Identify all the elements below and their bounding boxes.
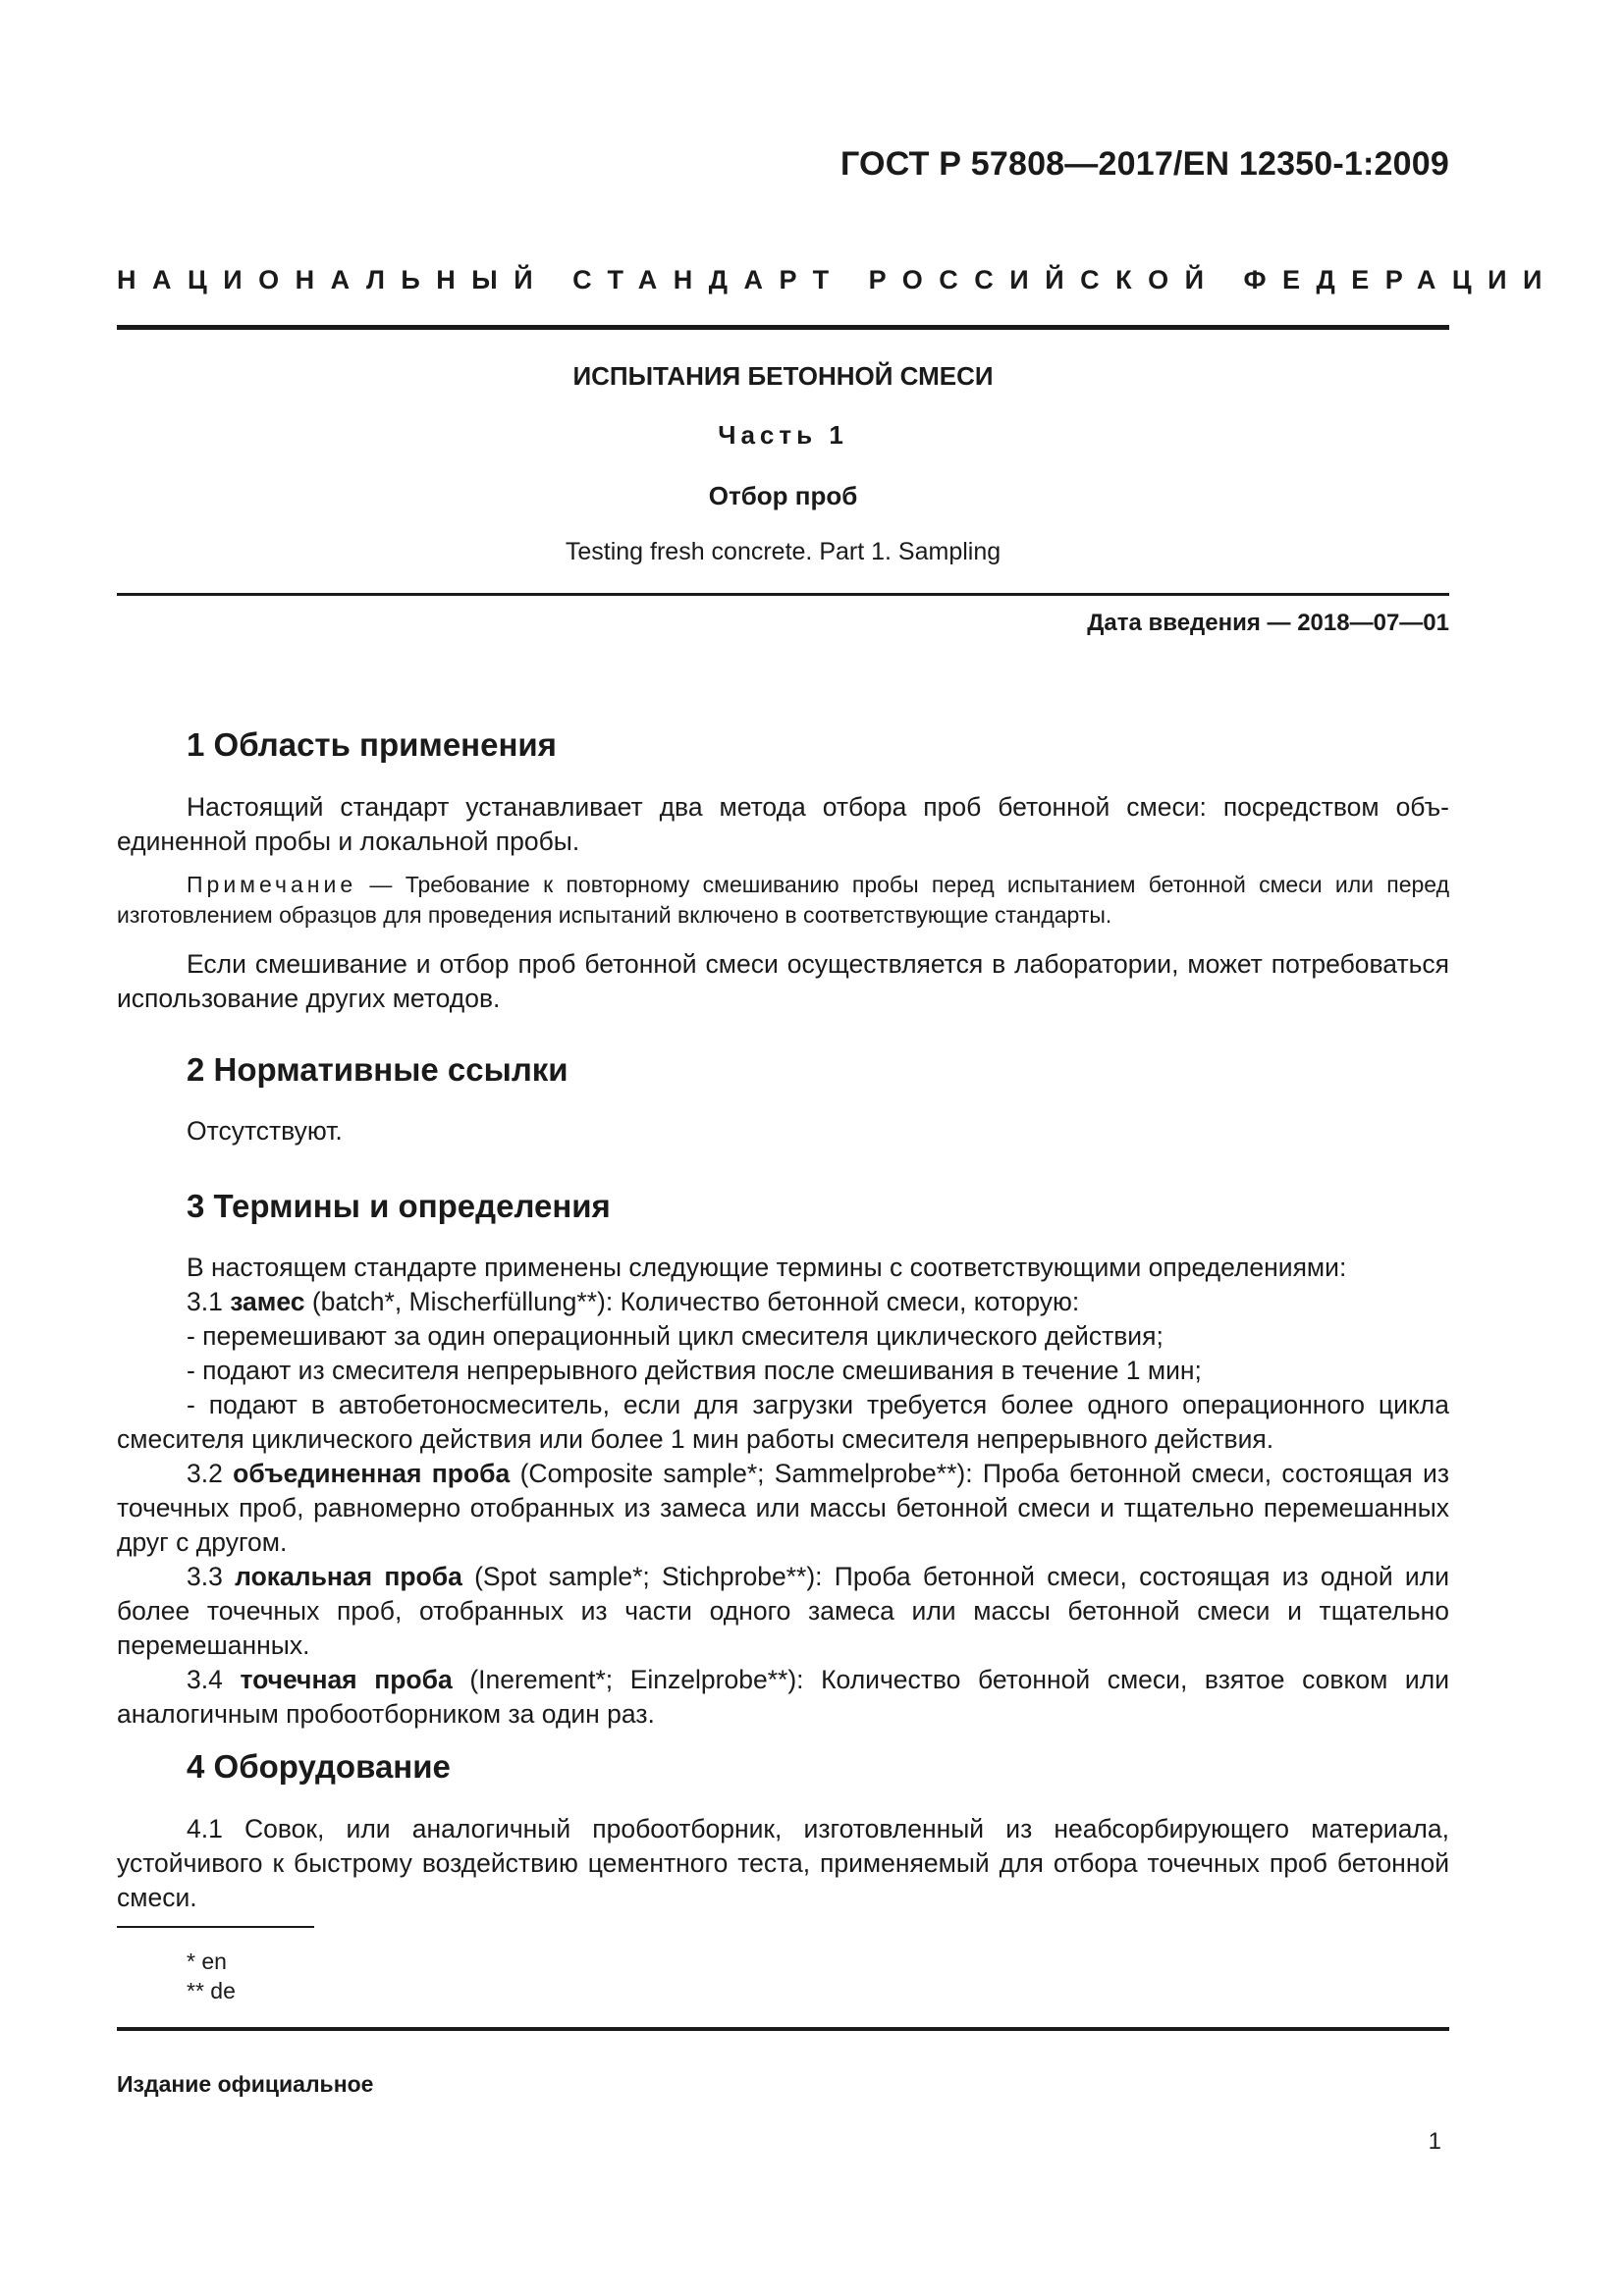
footer-rule bbox=[117, 2027, 1449, 2031]
footnote-rule bbox=[117, 1926, 314, 1928]
footnote-de: ** de bbox=[187, 1978, 236, 2003]
introduction-date: Дата введения — 2018—07—01 bbox=[1087, 610, 1449, 636]
official-edition-label: Издание официальное bbox=[117, 2071, 374, 2097]
section-3-body: В настоящем стандарте применены следующие термины с соответствующими определениями: 3.1 замес (batch*, Mischerfüllung**): Количество бетонной смеси, которую: - перемешивают за один операционный цикл смесителя циклического действия; - подают из смесителя непрерывного действия после смешивания в течение 1 мин; - подают в автобетоносмеситель, если для загрузки требуется более одного операционного цикла смесителя циклического действия или более 1 мин работы смесителя непрерывного действия. 3.2 объединенная проба (Composite sample*; Sammelprobe**): Проба бетонной смеси, состоящая из точечных проб, равномерно отобранных из замеса или массы бетонной смеси и тщательно перемешанных друг с другом. 3.3 локальная проба (Spot sample*; Stichprobe**): Проба бетонной смеси, состоящая из одной или более точечных проб, отобранных из части одного замеса или массы бетонной смеси и тщательно перемешанных. 3.4 точечная проба (Inerement*; Einzelprobe**): Количество бетонной смеси, взятое совком или аналогичным пробоотборником за один раз. bbox=[117, 1253, 1450, 1729]
section-2-heading: 2 Нормативные ссылки bbox=[187, 1051, 568, 1088]
document-subtitle: Отбор проб bbox=[708, 481, 858, 510]
english-title: Testing fresh concrete. Part 1. Sampling bbox=[565, 538, 1001, 565]
section-4-paragraph: 4.1 Совок, или аналогичный пробоотборник, изготовленный из неабсорбирующего материала, устойчивого к быстрому воздействию цементного теста, применяемый для отбора точечных проб бетонной смеси. bbox=[117, 1814, 1449, 1912]
title-rule bbox=[117, 593, 1449, 596]
section-2-paragraph: Отсутствуют. bbox=[187, 1116, 343, 1146]
document-title: ИСПЫТАНИЯ БЕТОННОЙ СМЕСИ bbox=[572, 361, 994, 391]
section-1-note: Примечание — Требование к повторному смешиванию пробы перед испытанием бетонной смеси или перед изготовлением образцов для проведения испытаний включено в соответствующие стандарты. bbox=[117, 872, 1449, 928]
section-4-heading: 4 Оборудование bbox=[187, 1748, 451, 1785]
section-1-heading: 1 Область применения bbox=[187, 726, 557, 763]
standard-code: ГОСТ Р 57808—2017/EN 12350-1:2009 bbox=[840, 145, 1449, 183]
term-spot-sample: локальная проба bbox=[235, 1562, 462, 1591]
term-increment: точечная проба bbox=[240, 1665, 453, 1694]
page-number: 1 bbox=[1428, 2128, 1441, 2155]
header-rule bbox=[117, 325, 1449, 330]
national-standard-banner: НАЦИОНАЛЬНЫЙ СТАНДАРТ РОССИЙСКОЙ ФЕДЕРАЦИИ bbox=[117, 265, 1558, 294]
footnote-en: * en bbox=[187, 1949, 227, 1974]
term-composite-sample: объединенная проба bbox=[233, 1459, 511, 1488]
section-1-paragraph: Настоящий стандарт устанавливает два метода отбора проб бетонной смеси: посредством объединенной пробы и локальной пробы. bbox=[117, 792, 1449, 856]
section-3-heading: 3 Термины и определения bbox=[187, 1188, 611, 1224]
term-batch: замес bbox=[230, 1287, 305, 1316]
part-label: Часть 1 bbox=[718, 420, 848, 450]
section-1-paragraph-2: Если смешивание и отбор проб бетонной смеси осуществляется в лаборатории, может потребоваться использование других методов. bbox=[117, 949, 1449, 1013]
